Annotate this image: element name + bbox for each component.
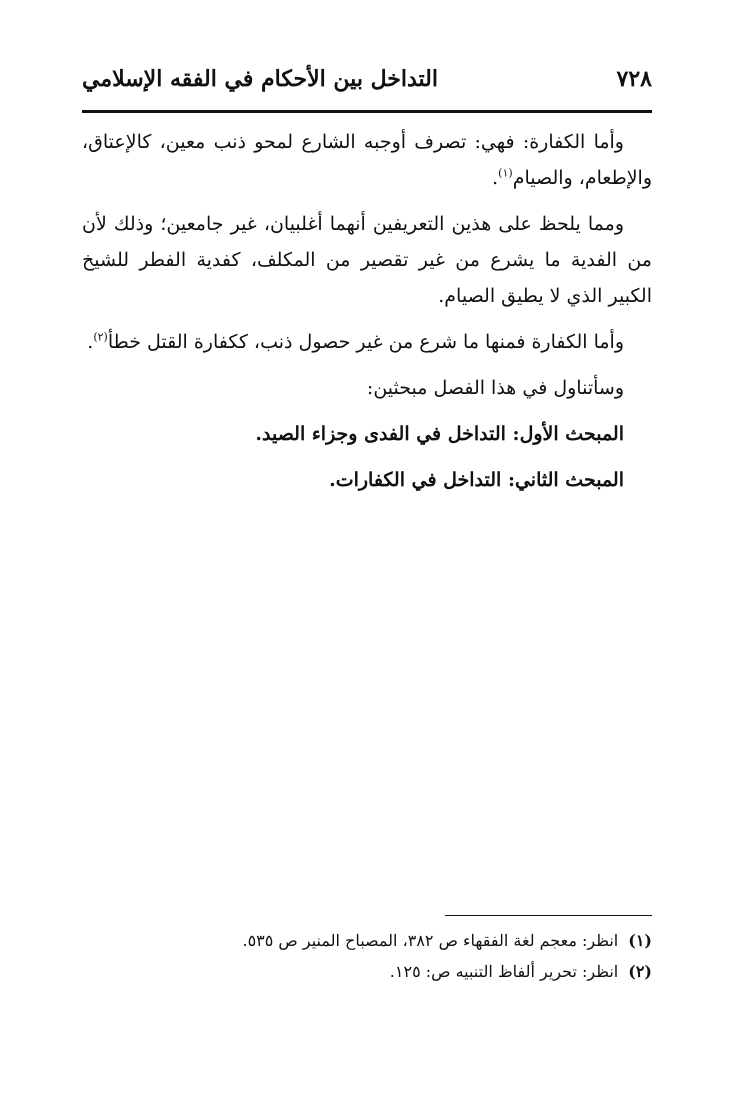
- section-heading-1: المبحث الأول: التداخل في الفدى وجزاء الصيد.: [255, 423, 624, 445]
- footnote-text: انظر: تحرير ألفاظ التنبيه ص: ١٢٥.: [389, 962, 619, 981]
- page-number: ٧٢٨: [616, 66, 652, 92]
- paragraph-end: .: [87, 331, 94, 353]
- page-body: [82, 124, 652, 508]
- footnotes: [82, 925, 652, 987]
- section-heading-2: المبحث الثاني: التداخل في الكفارات.: [329, 469, 624, 491]
- footnote-1: [82, 925, 652, 956]
- footnote-rule: [445, 915, 652, 916]
- paragraph-observation: ومما يلحظ على هذين التعريفين أنهما أغلبيان، غير جامعين؛ وذلك لأن من الفدية ما يشرع من غير تقصير من المكلف، كفدية الفطر للشيخ الكبير الذي لا يطيق الصيام.: [82, 213, 652, 307]
- paragraph-chapter-intro: وسأتناول في هذا الفصل مبحثين:: [366, 377, 624, 399]
- footnote-number: (٢): [628, 962, 652, 981]
- footnote-ref-2: (٢): [93, 330, 108, 344]
- paragraph-text: وأما الكفارة: فهي: تصرف أوجبه الشارع لمحو ذنب معين، كالإعتاق، والإطعام، والصيام: [82, 131, 652, 189]
- paragraph-text: وأما الكفارة فمنها ما شرع من غير حصول ذنب، ككفارة القتل خطأ: [107, 331, 624, 353]
- footnote-number: (١): [628, 931, 652, 950]
- paragraph-kaffara-definition: [82, 124, 652, 196]
- running-title: التداخل بين الأحكام في الفقه الإسلامي: [82, 66, 438, 92]
- footnote-2: [82, 956, 652, 987]
- page-header: [82, 62, 652, 110]
- footnote-ref-1: (١): [498, 166, 513, 180]
- footnote-text: انظر: معجم لغة الفقهاء ص ٣٨٢، المصباح المنير ص ٥٣٥.: [242, 931, 619, 950]
- paragraph-kaffara-exception: [82, 324, 652, 360]
- paragraph-end: .: [492, 167, 499, 189]
- header-rule: [82, 110, 652, 113]
